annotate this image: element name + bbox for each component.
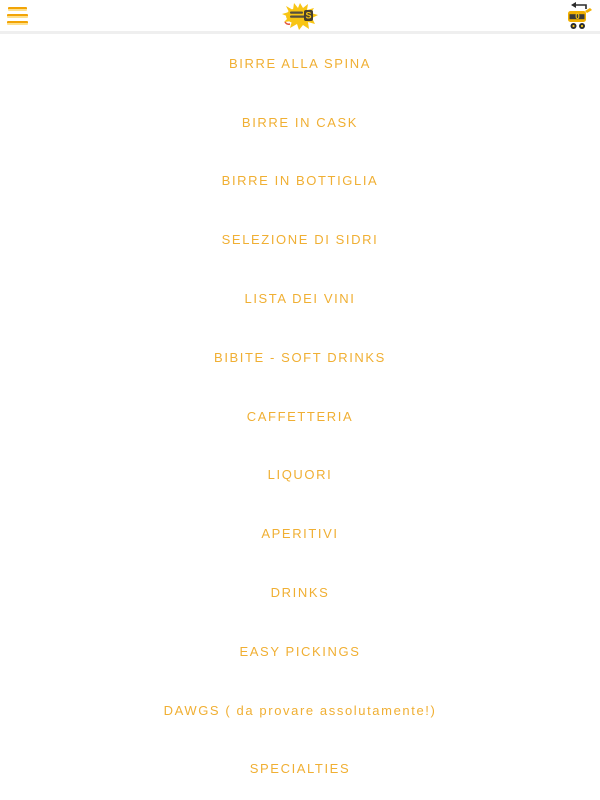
logo-splat-icon [282, 2, 318, 30]
menu-item-bibite-soft-drinks[interactable]: BIBITE - SOFT DRINKS [214, 349, 386, 365]
menu-item-specialties[interactable]: SPECIALTIES [249, 761, 351, 777]
hamburger-menu-icon[interactable] [7, 5, 31, 27]
brand-logo[interactable] [282, 2, 318, 30]
hamburger-bar [7, 14, 28, 18]
cart-button[interactable] [566, 1, 594, 31]
menu-item-easy-pickings[interactable]: EASY PICKINGS [239, 643, 361, 659]
menu-item-selezione-di-sidri[interactable]: SELEZIONE DI SIDRI [221, 232, 379, 248]
cart-count-badge: 0 [575, 11, 580, 21]
menu-item-birre-in-cask[interactable]: BIRRE IN CASK [241, 114, 359, 130]
menu-item-caffetteria[interactable]: CAFFETTERIA [246, 408, 354, 424]
shopping-cart-return-icon [566, 1, 594, 31]
category-menu [0, 34, 600, 798]
menu-item-dawgs[interactable]: DAWGS ( da provare assolutamente!) [163, 702, 437, 718]
menu-item-birre-in-bottiglia[interactable]: BIRRE IN BOTTIGLIA [221, 173, 379, 189]
menu-item-aperitivi[interactable]: APERITIVI [261, 526, 339, 542]
hamburger-bar [7, 21, 28, 25]
hamburger-bar [8, 7, 27, 11]
menu-item-liquori[interactable]: LIQUORI [267, 467, 333, 483]
svg-text:S: S [305, 10, 312, 21]
menu-item-birre-alla-spina[interactable]: BIRRE ALLA SPINA [229, 55, 371, 71]
top-bar [0, 0, 600, 34]
menu-item-drinks[interactable]: DRINKS [270, 585, 330, 601]
menu-item-lista-dei-vini[interactable]: LISTA DEI VINI [244, 291, 356, 307]
